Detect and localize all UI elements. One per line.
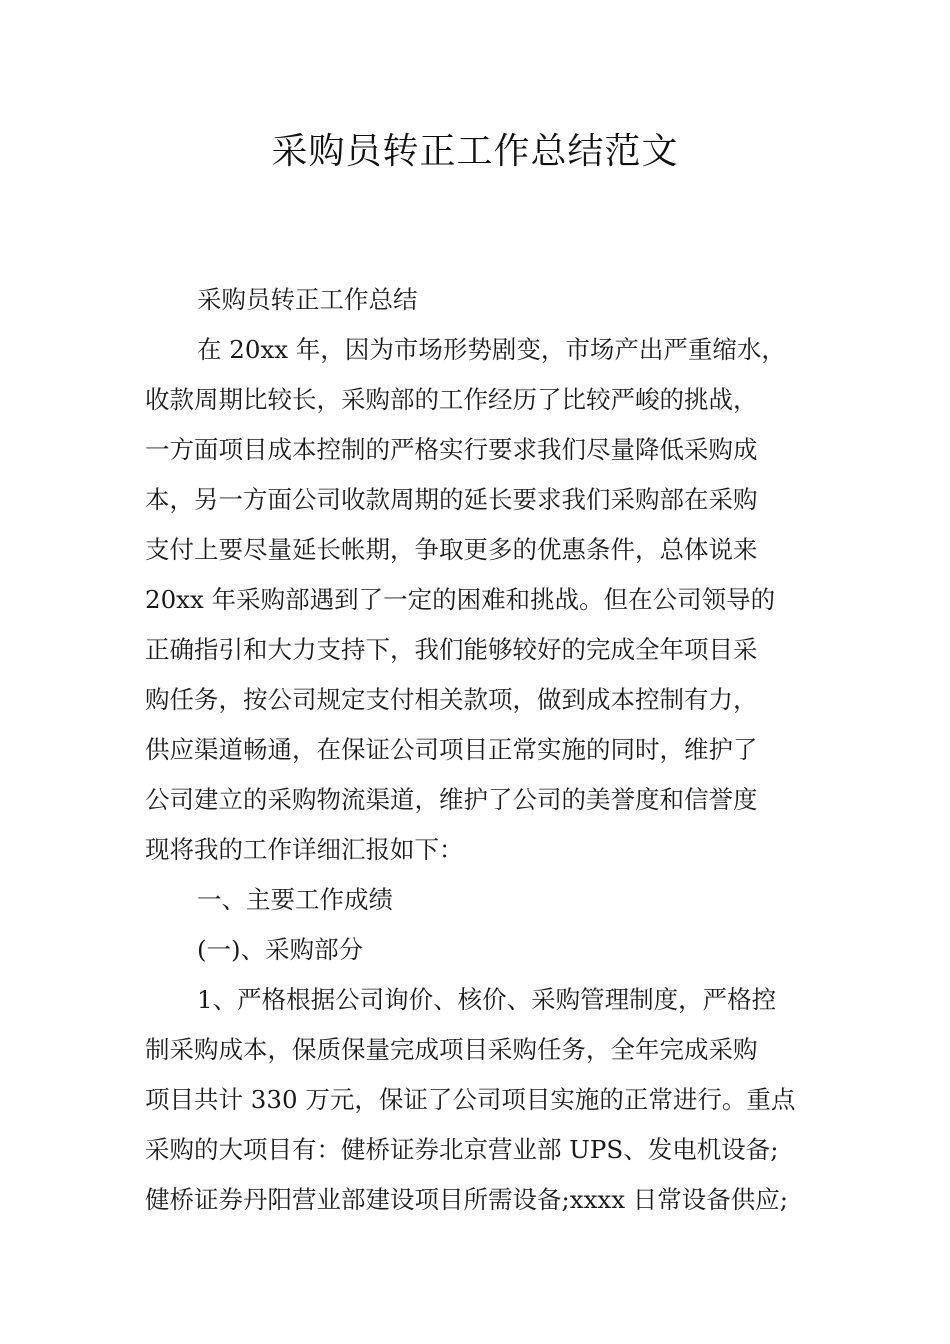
document-title: 采购员转正工作总结范文 xyxy=(271,131,679,172)
body-line: (一)、采购部分 xyxy=(197,935,364,964)
body-line: 采购员转正工作总结 xyxy=(197,285,418,314)
body-line: 采购的大项目有：健桥证券北京营业部 UPS、发电机设备; xyxy=(145,1135,779,1164)
body-line: 正确指引和大力支持下，我们能够较好的完成全年项目采 xyxy=(145,635,758,664)
body-line: 现将我的工作详细汇报如下： xyxy=(145,835,464,864)
body-line: 购任务，按公司规定支付相关款项，做到成本控制有力， xyxy=(145,685,758,714)
body-line: 供应渠道畅通，在保证公司项目正常实施的同时，维护了 xyxy=(145,735,758,764)
body-line: 本，另一方面公司收款周期的延长要求我们采购部在采购 xyxy=(145,485,758,514)
body-line: 在 20xx 年，因为市场形势剧变，市场产出严重缩水， xyxy=(197,335,786,364)
body-line: 支付上要尽量延长帐期，争取更多的优惠条件，总体说来 xyxy=(145,535,758,564)
body-line: 公司建立的采购物流渠道，维护了公司的美誉度和信誉度 xyxy=(145,785,758,814)
document-body xyxy=(145,275,810,1225)
body-line: 20xx 年采购部遇到了一定的困难和挑战。但在公司领导的 xyxy=(145,585,776,614)
body-line: 健桥证券丹阳营业部建设项目所需设备;xxxx 日常设备供应; xyxy=(145,1185,789,1214)
body-line: 项目共计 330 万元，保证了公司项目实施的正常进行。重点 xyxy=(145,1085,796,1114)
body-line: 一、主要工作成绩 xyxy=(197,885,393,914)
body-line: 制采购成本，保质保量完成项目采购任务，全年完成采购 xyxy=(145,1035,758,1064)
body-line: 一方面项目成本控制的严格实行要求我们尽量降低采购成 xyxy=(145,435,758,464)
body-line: 1、严格根据公司询价、核价、采购管理制度，严格控 xyxy=(197,985,777,1014)
body-line: 收款周期比较长，采购部的工作经历了比较严峻的挑战， xyxy=(145,385,758,414)
